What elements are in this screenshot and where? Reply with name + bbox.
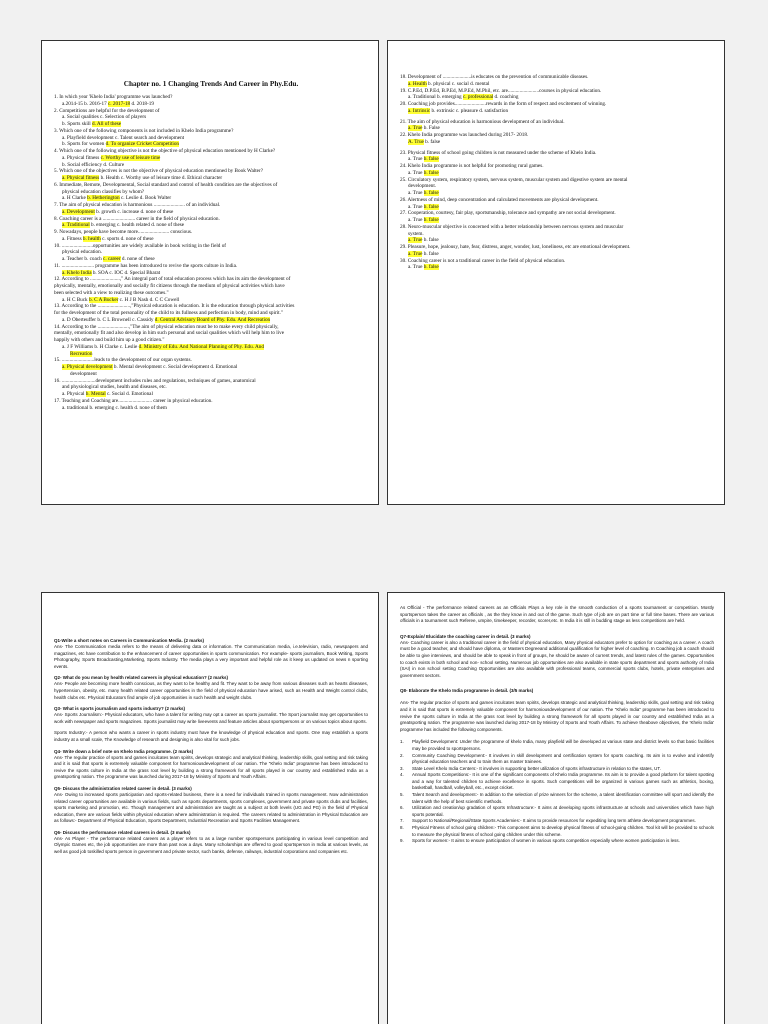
list-text: State Level Khelo India Centers:- It involves in supporting better utilization of sports infrastructure in relation to the states, UT. [412,765,661,771]
list-number: 4. [400,772,404,778]
text-line: a. Physical fitness c. Worthy use of leisure time [62,154,161,161]
list-number: 6. [400,805,404,811]
text-line: 27. Cooperation, courtesy, fair play, sportsmanship, tolerance and sympathy are not social development. [400,210,616,217]
text-line: 20. Coaching job provides........................rewards in the form of respect and excitement of winning. [400,101,607,107]
question-2: Q2- What do you mean by health related careers in physical education? (2 marks) [54,675,229,681]
text-line: system. [408,230,424,237]
question-8: Q8- Elaborate the Khelo India programme in detail. (3/5 marks) [400,688,534,694]
highlighted-answer: A. True [408,138,424,145]
text-line: 5. Which one of the objectives is not the objective of physical education mentioned by Book Walter? [54,168,263,175]
answer-4: Ans- The regular practice of sports and games inculcates team spirits, develops strategic and analytical thinking, leadership skills, goal setting and risk taking and it is said that sports is extremely valuable component for harmoniousdevelopment of our nation. The "Khelo India" programme has been introduced to revive the sports culture in India at the grass root level by building a strong framework for all sports played in our country and established India as a greatsporting nation. The programme was launched during 2017-18 by Ministry of Sports and Youth Affairs. [54,754,368,780]
text-line: 26. Alertness of mind, deep concentration and calculated movements are physical development. [400,196,599,203]
text-line: 14. According to the ........................,"The aim of physical education must be to make every child physically, [54,323,279,330]
text-line: a. H C Buck b. C A Bucker c. H J B Nash d. C C Cowell [62,296,180,303]
list-item [400,805,714,818]
list-text: Support to National/Regional/State Sports Academies:- It aims to provide resources for expediting long term athlete development programmes. [412,818,696,824]
text-line: a. Social qualities c. Selection of players [62,114,147,121]
text-line: physical education classifies by whom? [62,188,145,195]
highlighted-answer: d. Ministry of Edu. And National Planning of Phy. Edu. And [138,343,264,350]
text-line: 12. According to .......................," An integral part of total education process which has its aim the development of [54,276,291,283]
text-line: a. Fitness b. health c. sports d. none of these [62,235,154,242]
list-item [400,825,714,838]
highlighted-answer: c. 2017-18 [107,100,131,107]
text-line: 22. Khelo India programme was launched during 2017- 2018. [400,132,529,138]
text-line: a. J F Williams b. H Clarke c. Leslie d. Ministry of Edu. And National Planning of Phy. Edu. And [62,343,264,350]
text-line: happily with others and build him up a good citizen." [54,337,165,343]
question-5: Q5- Discuss the administration related career in detail. (3 marks) [54,785,192,791]
text-line: a. Health b. physical c. social d. mental [408,80,490,87]
highlighted-answer: d. To organize Cricket Competition [105,141,180,148]
text-line: mentally, emotionally fit and also develop in him such personal and social qualities which will help him to live [54,330,285,337]
text-line: for the development of the total personality of the child to its fullness and perfection in body, mind and spirit." [54,310,283,316]
highlighted-answer: b. Mental [85,391,106,397]
text-line: a. Physical development b. Mental development c. Social development d. Emotional [62,364,238,370]
text-line: development [70,370,97,377]
question-6: Q6- Discuss the performance related careers in detail. (3 marks) [54,829,191,835]
text-line: 15. .........................leads to the development of our organ systems. [54,357,192,364]
highlighted-answer: a. True [408,125,423,132]
text-line: 19. C.P.Ed, D.P.Ed, B.P.Ed, M.P.Ed, M.Phil, etc. are........................courses in physical education. [400,87,602,94]
mcq-list [54,94,368,411]
question-7: Q7-Explain/ Elucidate the coaching career in detail. (3 marks) [400,633,531,639]
text-line: a. Physical fitness b. Health c. Worthy use of leisure time d. Ethical character [62,175,223,181]
text-line: 2. Competitions are helpful for the development of [54,107,160,114]
document-page-3 [41,592,379,1024]
text-line: 30. Coaching career is not a traditional career in the field of physical education. [400,257,566,264]
list-item [400,838,714,845]
text-line: a. True b. false [408,203,439,210]
document-page-2 [387,40,725,505]
text-line: 23. Physical fitness of school going children is not measured under the scheme of Khelo India. [400,149,597,156]
question-1: Q1-Write a short notes on Careers in Communication Media. (2 marks) [54,638,204,643]
question-4: Q4- Write down a brief note on Khelo India programme. (2 marks) [54,748,194,754]
chapter-title: Chapter no. 1 Changing Trends And Career in Phy.Edu. [123,79,299,88]
text-line: 7. The aim of physical education is harmonious ........................ of an individual. [54,202,221,208]
highlighted-answer: b. C A Bucker [88,296,119,303]
highlighted-answer: a. Traditional [62,222,90,229]
list-text: Playfield Development: Under the programme of khelo India, many playfield will be developed at various state and district levels so that basic facilities may be provided to sportspersons. [412,739,714,751]
highlighted-answer: b. false [423,203,439,210]
document-page-1 [41,40,379,505]
text-line: a. True b. false [408,250,439,257]
highlighted-answer: a. Development [62,208,95,215]
text-line: 16. ..........................development includes rules and regulations, techniques of games, anatomical [54,377,256,384]
text-line: a. Playfield development c. Talent search and development [62,134,185,141]
highlighted-answer: d. All of these [91,121,122,127]
highlighted-answer: c. professional [462,94,494,101]
text-line: a. Traditional b. emerging c. health related d. none of these [62,222,185,229]
text-line [54,351,368,358]
answer-3-sports-industry: Sports Industry:- A person who wants a career in sports industry must have the knowledge of physical education and sports. One may establish a sports industry at a small scale, The Knowledge of research and designing is also vital for such jobs. [54,730,368,742]
text-line: development. [408,183,437,190]
highlighted-answer: b. Hetherington [87,195,120,202]
text-line: physically, mentally, emotionally and socially fit citizens through the medium of physical activities which have [54,283,285,289]
text-line: a.2014-15 b. 2016-17 c. 2017-18 d. 2018-19 [62,100,154,107]
highlighted-answer: a. Health [408,80,427,87]
text-line: b. Sports for women d. To organize Cricket Competition [62,141,180,148]
text-line: A. True b. false [408,138,441,145]
list-number: 9. [400,838,404,844]
text-line: a. Physical b. Mental c. Social d. Emotional [62,391,153,397]
text-line: a. Development b. growth c. increase d. none of these [62,208,174,215]
text-line: 17. Teaching and Coaching are.......................... career in physical education. [54,397,213,404]
text-line: a. True b. false [408,217,439,223]
text-line: a. D Oberteuffer b. C L Brownell c. Cassidy d. Central Advisory Board of Phy. Edu. And Recreation [62,316,271,323]
list-number: 2. [400,752,404,758]
text-line: a. True b. False [408,125,440,132]
text-line: 29. Pleasure, hope, jealousy, hate, fear, distress, anger, wonder, lust, loneliness, etc are emotional development. [400,244,631,250]
highlighted-answer: Recreation [70,350,93,357]
highlighted-answer: b. false [423,217,439,223]
text-line: 4. Which one of the following objective is not the objective of physical education mentioned by H Clarke? [54,148,276,154]
text-line: a. Intrinsic b. extrinsic c. pleasure d. satisfaction [408,107,509,114]
text-line: 3. Which one of the following components is not included in Khelo India programme? [54,127,234,134]
text-line: b. Social efficiency d. Culture [62,161,125,168]
answer-2: Ans- People are becoming more health conscious, as they want to be healthy and fit. They want to be away from various diseases such as hearts diseases, hypertension, obesity, etc. many health related career opportunities in the field of physical education have arised, such as Health and Weight control clubs, health clubs etc. Physical Educators find ample of job opportunities in such health and weight clubs. [54,681,368,700]
answer-5: Ans- Owing to increased sports participation and sports-related business, there is a need for individuals trained in sports management. Now administration related career opportunities are available in various fields, such as sports departments, sports complexes, government and private sports clubs and facilities, sports marketing and promotion, etc. Though management and administration are taught as a subject at both levels (UG and PG) in the field of Physical education, there are various fields within physical education where administration is required. The careers related to administration in Physical Education are as follows:- Department of Physical Education, Sports Department, Industrial Recreation and Sports Facilities Management. [54,791,368,824]
list-number: 8. [400,825,404,831]
text-line: a. True b. false [408,169,439,176]
text-line: a. H Clarke b. Hetherington c. Leslie d. Book Walter [62,195,172,202]
text-line: 9. Nowadays, people have become more........................ conscious. [54,229,193,235]
list-text: Talent Search and development:- In addition to the selection of prize winners for the scheme, a talent identification committee will sport and identify the talent with the help of best scientific methods. [412,792,714,804]
highlighted-answer: a. True [408,250,423,257]
text-line: been selected with a view to realizing these outcomes." [54,289,169,296]
list-item [400,739,714,752]
list-number: 1. [400,739,404,745]
list-number: 7. [400,818,404,824]
list-text: Annual Sports Competitions:- It is one of the significant components of Khelo India programme. Its aim is to provide a good platform for talent spotting and a way for talented children to achieve excellence in sports. Such competitions will be organized in various games such as athletics, boxing, basketball, handball, volleyball, etc., except cricket. [412,772,714,791]
highlighted-answer: c. Worthy use of leisure time [100,154,161,161]
text-line: 10. ........................opportunities are widely available in book writing in the field of [54,242,227,249]
text-line: a. True b. false [408,156,439,163]
highlighted-answer: d. Central Advisory Board of Phy. Edu. And Recreation [154,316,271,323]
text-line: a. Teacher b. coach c. career d. none of these [62,256,155,262]
answer-6: Ans- As Player - The performance related careers as a player refers to as a large number sportspersons participating in various level competition and Olympic Games etc, the job opportunities are more than past now a days. Many scholarships are offered to good sportsperson in India at various levels, as well as good job toskilled sports person in government and private sector, such banks, defense, railways, industrial corporations and companies etc. [54,835,368,855]
list-number: 5. [400,792,404,798]
list-text: Physical Fitness of school going children:- This component aims to develop physical fitness of school-going children. Tool kit will be provided to schools to measure the physical fitness of school going children under this scheme. [412,825,714,837]
text-line: b. Sports skill d. All of these [62,121,122,127]
answer-8: Ans- The regular practice of sports and games inculcates team spirits, develops strategic and analytical thinking, leadership skills, goal setting and risk taking and it is said that sports is extremely valuable component for harmoniousdevelopment of our nation. The "Khelo India" programme has been introduced to revive the sports culture in India at the grass root level by building a strong framework for all sports played in our country and established India as a greatsporting nation. The programme was launched during 2017-18 by Ministry of Sports and Youth Affairs. To achieve theabove objectives, the 'Khelo India' programme has included the following components. [400,700,714,732]
highlighted-answer: b. false [423,169,439,176]
text-line: physical education. [62,249,103,256]
list-item [400,766,714,773]
list-text: Community Coaching Development:- It involves in skill development and certification system for sports coaching. Its aim is to evolve and indentify physical education teachers and to train them as master trainees. [412,752,714,765]
text-line: a. True b. false [408,264,439,271]
answer-7: Ans- Coaching career is also a traditional career in the field of physical education, Many physical educators prefer to option for coaching as a career. A coach must be a good teacher, and should have diploma, or Masters Degreeand additional qualification for higher level of coaching. In Coaching job a coach should be able to give interviews, and should be able to speak in front of groups, he should be aware of current trends, and latest rules of the games. Opportunities to coach exists in both school and non- school setting. Numerous job opportunities are also available in state sports department and sports authority of India (SAI) in non school setting Coaching Opportunities are also available with professional teams, commercial sports clubs, hotels, private enterprises and government sectors. [400,639,714,678]
text-line: 21. The aim of physical education is harmonious development of an individual. [400,118,565,125]
text-line: a. Khelo India b. SOA c. IOC d. Special Bharat [62,269,161,276]
highlighted-answer: a. Khelo India [62,269,92,276]
answer-6-official: As Official - The performance related careers as an Officials Plays a key role in the smooth conduction of a sports tournament or competition. Mostly sportsperson takes the career as officials , as the they know in and out of the game. Such type of job are on part time or full time bases. There are various officials in a tournament such Referee, umpire, timekeeper, recorder, scorer,etc. In India it is still in budding stage as less competitions are held. [400,605,714,624]
document-page-4 [387,592,725,1024]
text-line: 6. Immediate, Remote, Developmental, Social standard and control of health condition are the objectives of [54,181,278,188]
highlighted-answer: b. health [82,235,101,242]
list-item [400,792,714,805]
highlighted-answer: b. false [423,264,439,271]
text-line: 25. Circulatory system, respiratory system, nervous system, muscular system and digestive system are mental [400,176,628,183]
highlighted-answer: a. True [408,237,423,244]
text-line: and physiological studies, health and diseases, etc. [62,384,167,391]
mcq-list-continued [400,74,714,271]
highlighted-answer: a. Intrinsic [408,107,431,114]
text-line: 1. In which year 'Khelo India' programme was launched? [54,94,173,100]
highlighted-answer: c. career [103,256,121,262]
question-3: Q3- What is sports journalism and sports industry? (2 marks) [54,706,186,712]
highlighted-answer: a. Physical fitness [62,175,100,181]
text-line: a. True b. false [408,237,439,244]
text-line: 28. Neuro-muscular objective is concerned with a better relationship between nervous system and muscular [400,223,624,230]
text-line: 11. ......................... programme has been introduced to revive the sports culture in India. [54,262,238,269]
text-line: 8. Coaching career is a ......................... career in the field of physical education. [54,215,220,222]
text-line: a. traditional b. emerging c. health d. none of them [62,404,167,411]
khelo-india-components-list [400,739,714,845]
list-text: Utilization and creation/up gradation of sports Infrastructure:- It aims at developing sports infrastructure at schools and universities which have high sports potential. [412,805,714,817]
text-line: 18. Development of ......................is educates on the prevention of communicable diseases. [400,74,589,80]
answer-3: Ans- Sports Journalism:- Physical educators, who have a talent for writing may opt a career as sports journalist. The Sport journalist may get opportunities to work with newspaper and sports magazines. Sports journalist may write liveevents and feature articles about sportspersons or on various topics about sports. [54,712,368,724]
list-item [400,753,714,766]
highlighted-answer: a. Physical development [62,364,113,370]
highlighted-answer: b. false [423,156,439,163]
list-number: 3. [400,765,404,771]
list-text: Sports for women:- It aims to ensure participation of women in various sports competition especially where women participation is less. [412,838,680,844]
text-line: a. Traditional b. emerging c. professional d. coaching [408,94,519,101]
text-line: a. True b. false [408,190,439,196]
list-item [400,772,714,792]
highlighted-answer: b. false [423,190,439,196]
text-line: 24. Khelo India programme is not helpful for promoting rural games. [400,163,544,169]
answer-1: Ans- The Communication media refers to the means of delivering data or information. The Communication media, i.e.television, radio, newspapers and magazines, etc have contribution to the enhancement of career opportunities in sports communication. For example- sports journalism, Book Writing, Sports Photography, Sports Broadcasting,Marketing, Sports Industry. The media plays a very important and helpful role as it keep us updated on news n sporting events. [54,644,368,669]
list-item [400,818,714,825]
text-line: 13. According to the .........................,"Physical education is education. It is the education through physical activities [54,303,295,310]
